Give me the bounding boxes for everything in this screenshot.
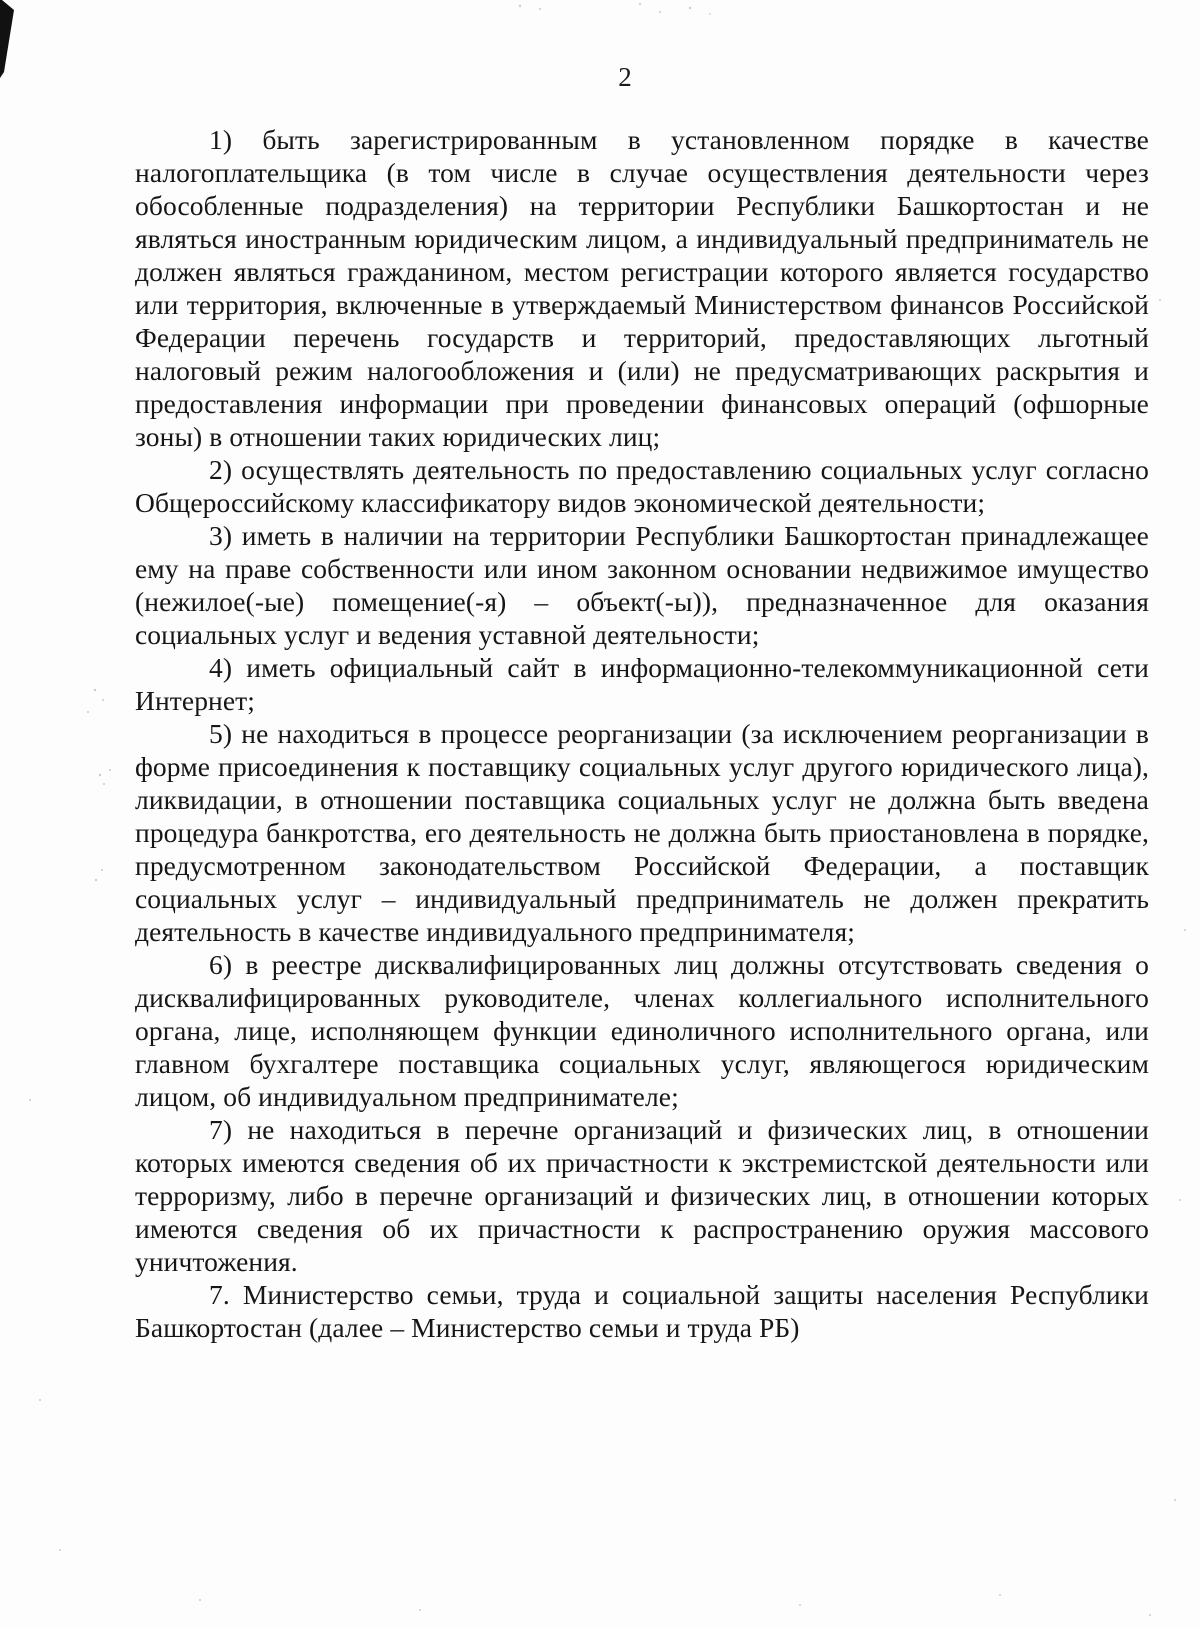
paragraph-6: 6) в реестре дисквалифицированных лиц должны отсутствовать сведения о дисквалифицированных руководителе, членах коллегиального исполнительного органа, лице, исполняющем функции единоличного исполнительного органа, или главном бухгалтере поставщика социальных услуг, являющегося юридическим лицом, об индивидуальном предпринимателе;	[135, 949, 1149, 1112]
paragraph-3: 3) иметь в наличии на территории Республики Башкортостан принадлежащее ему на праве собственности или ином законном основании недвижимое имущество (нежилое(-ые) помещение(-я) – объект(-ы)), предназначенное для оказания социальных услуг и ведения уставной деятельности;	[135, 520, 1149, 650]
paragraph-7: 7) не находиться в перечне организаций и физических лиц, в отношении которых имеются сведения об их причастности к экстремистской деятельности или терроризму, либо в перечне организаций и физических лиц, в отношении которых имеются сведения об их причастности к распространению оружия массового уничтожения.	[135, 1114, 1149, 1277]
paragraph-5: 5) не находиться в процессе реорганизации (за исключением реорганизации в форме присоединения к поставщику социальных услуг другого юридического лица), ликвидации, в отношении поставщика социальных услуг не должна быть введена процедура банкротства, его деятельность не должна быть приостановлена в порядке, предусмотренном законодательством Российской Федерации, а поставщик социальных услуг – индивидуальный предприниматель не должен прекратить деятельность в качестве индивидуального предпринимателя;	[135, 718, 1149, 947]
paragraph-2: 2) осуществлять деятельность по предоставлению социальных услуг согласно Общероссийскому классификатору видов экономической деятельности;	[135, 454, 1149, 518]
document-body	[135, 123, 1149, 1344]
page-number: 2	[618, 62, 632, 92]
paragraph-8: 7. Министерство семьи, труда и социальной защиты населения Республики Башкортостан (далее – Министерство семьи и труда РБ)	[135, 1279, 1149, 1343]
paragraph-4: 4) иметь официальный сайт в информационно-телекоммуникационной сети Интернет;	[135, 652, 1149, 716]
paragraph-1: 1) быть зарегистрированным в установленном порядке в качестве налогоплательщика (в том числе в случае осуществления деятельности через обособленные подразделения) на территории Республики Башкортостан и не являться иностранным юридическим лицом, а индивидуальный предприниматель не должен являться гражданином, местом регистрации которого является государство или территория, включенные в утверждаемый Министерством финансов Российской Федерации перечень государств и территорий, предоставляющих льготный налоговый режим налогообложения и (или) не предусматривающих раскрытия и предоставления информации при проведении финансовых операций (офшорные зоны) в отношении таких юридических лиц;	[135, 124, 1149, 452]
